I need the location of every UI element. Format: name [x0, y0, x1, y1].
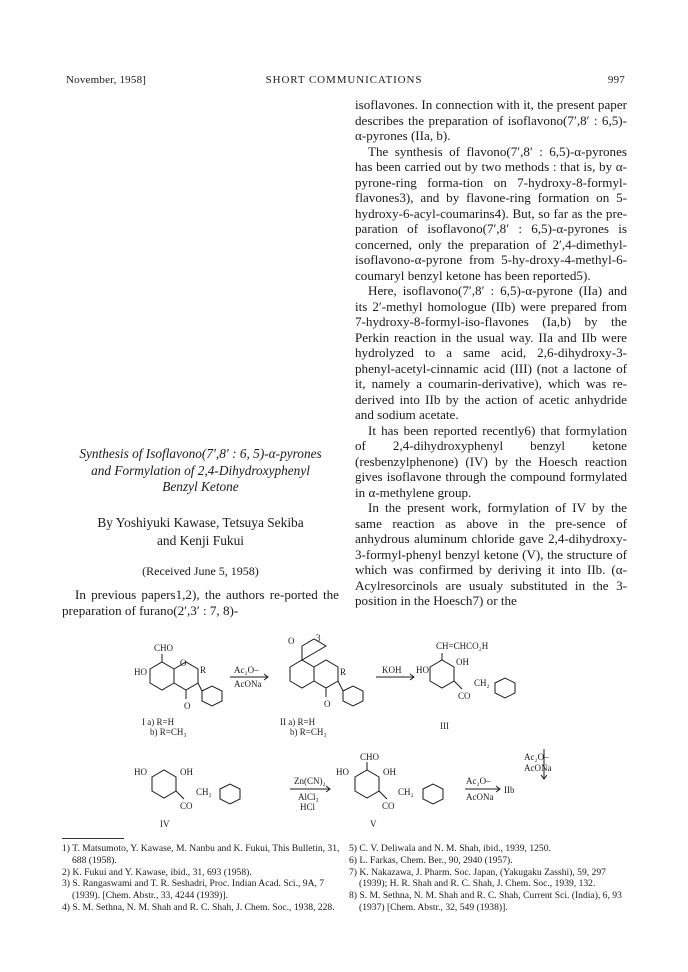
label-ib: b) R=CH₃ — [150, 727, 187, 737]
authors-line-2: and Kenji Fukui — [156, 532, 245, 548]
label-acona-3: AcONa — [466, 792, 494, 802]
label-ac2o: Ac₂O– — [234, 665, 259, 675]
label-ho: HO — [134, 667, 147, 677]
running-header-title: SHORT COMMUNICATIONS — [265, 74, 423, 86]
footnote-2: 2) K. Fukui and Y. Kawase, ibid., 31, 693 (1958). — [62, 866, 252, 878]
footnotes-left — [62, 843, 340, 914]
label-o-carbonyl: O — [184, 701, 191, 711]
label-ho-iii: HO — [416, 665, 429, 675]
label-ho-iv: HO — [134, 767, 147, 777]
label-oh-iv: OH — [180, 767, 193, 777]
paragraph-1: isoflavones. In connection with it, the present paper describes the preparation of isoflavono(7′,8′ : 6,5)-α-pyrones (IIa, b). — [355, 97, 627, 143]
paragraph-3: Here, isoflavono(7′,8′ : 6,5)-α-pyrone (IIa) and its 2′-methyl homologue (IIb) were prepared from 7-hydroxy-8-formyl-iso-flavones (Ia,b) by the Perkin reaction in the usual way. IIa and IIb were hydrolyzed to a same acid, 2,6-dihydroxy-3-phenyl-acetyl-cinnamic acid (III) (not a lactone of it, namely a coumarin-derivative), which was re-derived into IIb by the action of acetic anhydride and sodium acetate. — [355, 283, 627, 422]
footnotes-right — [349, 843, 627, 914]
label-acona-2: AcONa — [524, 763, 552, 773]
label-cho-v: CHO — [360, 752, 380, 762]
footnote-7: 7) K. Nakazawa, J. Pharm. Soc. Japan, (Yakugaku Zasshi), 59, 297 (1939); H. R. Shah and R. C. Shah, J. Chem. Soc., 1939, 132. — [349, 866, 606, 890]
label-co-v: CO — [382, 801, 395, 811]
label-co-iv: CO — [180, 801, 193, 811]
title-line-3: Benzyl Ketone — [162, 479, 239, 494]
compound-ii-structure — [290, 639, 363, 706]
footnote-3: 3) S. Rangaswami and T. R. Seshadri, Proc. Indian Acad. Sci., 9A, 7 (1939). [Chem. Abstr., 33, 4244 (1939)]. — [62, 878, 325, 902]
label-r-ii: R — [340, 667, 347, 677]
label-ac2o-2: Ac₂O– — [524, 752, 549, 762]
footnote-8: 8) S. M. Sethna, N. M. Shah and R. C. Shah, Current Sci. (India), 6, 93 (1937) [Chem. Abstr., 32, 549 (1938)]. — [349, 890, 622, 913]
label-o-pyrone: O — [288, 636, 295, 646]
title-line-2: and Formylation of 2,4-Dihydroxyphenyl — [91, 462, 310, 478]
paragraph-4: It has been reported recently6) that formylation of 2,4-dihydroxyphenyl benzyl ketone (resbenzylphenone) (IV) by the Hoesch reaction gives isoflavone through the compound formylated in α-methylene group. — [355, 422, 627, 500]
reaction-scheme — [134, 629, 560, 834]
label-oh-iii: OH — [456, 657, 469, 667]
label-alcl3: AlCl₃ — [298, 792, 319, 802]
label-iia: II a) R=H — [280, 717, 316, 727]
label-ch-chco2h: CH=CHCO₂H — [436, 641, 489, 651]
label-acona: AcONa — [234, 679, 262, 689]
running-header-date: November, 1958] — [66, 74, 147, 86]
footnote-5: 5) C. V. Deliwala and N. M. Shah, ibid., 1939, 1250. — [349, 843, 551, 854]
footnote-rule — [62, 838, 124, 839]
page-number: 997 — [607, 74, 625, 86]
label-r: R — [200, 665, 207, 675]
footnote-4: 4) S. M. Sethna, N. M. Shah and R. C. Shah, J. Chem. Soc., 1938, 228. — [62, 901, 335, 913]
label-iib: b) R=CH₃ — [290, 727, 327, 737]
paragraph-5: In the present work, formylation of IV by the same reaction as above in the pre-sence of anhydrous aluminum chloride gave 2,4-dihydroxy-3-formyl-phenyl benzyl ketone (V), the structure of which was confirmed by deriving it into IIb. (α-Acylresorcinols are usualy substituted in the 3-position in the Hoesch7) or the — [355, 500, 627, 608]
label-zncn: Zn(CN)₂ — [294, 776, 326, 786]
label-ho-v: HO — [336, 767, 349, 777]
label-iib-target: IIb — [504, 785, 515, 795]
title-line-1: Synthesis of Isoflavono(7′,8′ : 6, 5)-α-pyrones — [79, 446, 322, 461]
label-ch2-v: CH₂ — [398, 787, 414, 797]
authors — [62, 514, 339, 550]
label-num-3: 3 — [316, 633, 321, 643]
compound-v-structure — [355, 762, 443, 804]
compound-iii-structure — [430, 653, 515, 698]
label-o: O — [180, 658, 187, 668]
label-ch2-iii: CH₂ — [474, 678, 490, 688]
label-ch2-iv: CH₂ — [196, 787, 212, 797]
paragraph-2: The synthesis of flavono(7′,8′ : 6,5)-α-pyrones has been carried out by two methods : that is, by α-pyrone-ring forma-tion on 7-hydroxy-8-formyl-flavones3), and by flavone-ring formation on 5-hydroxy-6-acyl-coumarins4). But, so far as the pre-paration of isoflavono(7′,8′ : 6,5)-α-pyrones is concerned, only the preparation of 2′,4-dimethyl-isoflavono-α-pyrone from 5-hy-droxy-4-methyl-6-coumaryl benzyl ketone has been reported5). — [355, 143, 627, 283]
label-koh: KOH — [382, 665, 402, 675]
label-iv: IV — [160, 819, 170, 829]
label-ac2o-3: Ac₂O– — [466, 776, 491, 786]
right-column — [355, 97, 627, 609]
left-column — [62, 446, 339, 618]
label-cho: CHO — [154, 643, 174, 653]
footnote-1: 1) T. Matsumoto, Y. Kawase, M. Nanbu and K. Fukui, This Bulletin, 31, 688 (1958). — [62, 843, 340, 866]
article-title — [62, 446, 339, 496]
intro-paragraph: In previous papers1,2), the authors re-ported the preparation of furano(2′,3′ : 7, 8)- — [62, 587, 339, 618]
label-co-iii: CO — [458, 691, 471, 701]
label-v: V — [370, 819, 377, 829]
label-o-ii: O — [324, 699, 331, 709]
label-iii: III — [440, 721, 449, 731]
received-date: (Received June 5, 1958) — [142, 563, 259, 578]
footnote-6: 6) L. Farkas, Chem. Ber., 90, 2940 (1957). — [349, 854, 513, 866]
label-oh-v: OH — [383, 767, 396, 777]
authors-line-1: By Yoshiyuki Kawase, Tetsuya Sekiba — [97, 514, 304, 530]
label-hcl: HCl — [300, 802, 316, 812]
label-ia: I a) R=H — [142, 717, 175, 727]
